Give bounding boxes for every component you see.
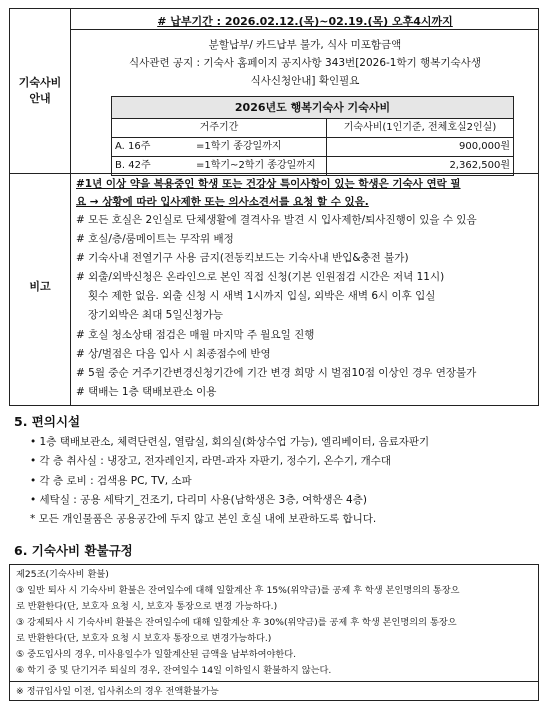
refund-line: 로 반환한다(단, 보호자 요청 시 보호자 통장으로 변경가능하다.) [16,633,272,644]
refund-title: 6. 기숙사비 환불규정 [14,543,133,558]
header-period: 거주기간 [199,122,239,133]
row-name: B. 42주 [115,160,151,171]
refund-footnote: ※ 정규입사일 이전, 입사취소의 경우 전액환불가능 [16,686,219,697]
remark-line-4: # 호실/층/룸메이트는 무작위 배정 [76,233,234,245]
table-divider [70,29,539,30]
remark-line-6: # 외출/외박신청은 온라인으로 본인 직접 신청(기본 인원점검 시간은 저녁 11시) [76,271,445,283]
row-fee: 2,362,500원 [449,160,510,171]
payment-note: 분할납부/ 카드납부 불가, 식사 미포함금액 [208,39,402,51]
dormitory-info-table [9,8,539,406]
meal-notice-line-1: 식사관련 공지 : 기숙사 홈페이지 공지사항 343번[2026-1학기 행복기숙사생 [129,57,481,69]
fee-table-title: 2026년도 행복기숙사 기숙사비 [112,97,513,118]
remark-line-9: # 호실 청소상태 점검은 매월 마지막 주 월요일 진행 [76,329,315,341]
refund-line: ⑥ 학기 중 및 단기거주 퇴실의 경우, 잔여일수 14일 이하일시 환불하지 않는다. [16,665,332,676]
refund-line: ③ 강제퇴사 시 기숙사비 환불은 잔여일수에 대해 일할계산 후 30%(위약금)를 공제 후 학생 본인명의의 통장으 [16,617,457,628]
row-period: =1학기~2학기 종강일까지 [196,160,316,171]
row-period: =1학기 종강일까지 [196,141,282,152]
fee-table [111,96,514,176]
refund-rules-box [9,564,539,701]
remark-line-2: 요 → 상황에 따라 입사제한 또는 의사소견서를 요청 할 수 있음. [76,196,369,208]
label-line: 기숙사비 [18,76,62,89]
remark-line-8: 장기외박은 최대 5일신청가능 [88,309,224,321]
refund-line: ⑤ 중도입사의 경우, 미사용일수가 일할계산된 금액을 납부하여야한다. [16,649,297,660]
facility-item: • 세탁실 : 공용 세탁기_건조기, 다리미 사용(남학생은 3층, 여학생은 4층) [30,494,367,506]
refund-divider [10,681,538,682]
remark-line-5: # 기숙사내 전열기구 사용 금지(전동킥보드는 기숙사내 반입&충전 불가) [76,252,409,264]
refund-line: ③ 일반 퇴사 시 기숙사비 환불은 잔여일수에 대해 일할계산 후 15%(위약금)를 공제 후 학생 본인명의의 통장으 [16,585,460,596]
meal-notice-line-2: 식사신청안내] 확인필요 [250,75,360,87]
table-divider [326,118,327,175]
remarks-label: 비고 [29,280,51,293]
facility-item: • 1층 택배보관소, 체력단련실, 열람실, 회의실(화상수업 가능), 엘리베이터, 음료자판기 [30,436,430,448]
refund-line: 로 반환한다(단, 보호자 요청 시, 보호자 통장으로 변경 가능하다.) [16,601,278,612]
table-row [112,137,513,156]
payment-deadline: # 납부기간 : 2026.02.12.(목)~02.19.(목) 오후4시까지 [157,15,453,28]
label-line: 안내 [29,92,51,105]
refund-line: 제25조(기숙사비 환불) [16,569,109,580]
facility-item: • 각 층 로비 : 검색용 PC, TV, 소파 [30,475,192,487]
facility-item: • 각 층 취사실 : 냉장고, 전자레인지, 라면-과자 자판기, 정수기, 온수기, 개수대 [30,455,392,467]
remark-line-7: 횟수 제한 없음. 외출 신청 시 새벽 1시까지 입실, 외박은 새벽 6시 이후 입실 [88,290,436,302]
row-name: A. 16주 [115,141,151,152]
table-row [112,156,513,175]
remark-line-12: # 택배는 1층 택배보관소 이용 [76,386,217,398]
facility-item: * 모든 개인물품은 공용공간에 두지 않고 본인 호실 내에 보관하도록 합니다. [30,513,377,525]
remark-line-1: #1년 이상 약을 복용중인 학생 또는 건강상 특이사항이 있는 학생은 기숙사 연락 필 [76,178,461,190]
header-fee: 기숙사비(1인기준, 전체호실2인실) [343,122,497,133]
remark-line-10: # 상/벌점은 다음 입사 시 최종점수에 반영 [76,348,271,360]
facilities-title: 5. 편의시설 [14,414,81,429]
remark-line-11: # 5월 중순 거주기간변경신청기간에 기간 변경 희망 시 벌점10점 이상인 경우 연장불가 [76,367,477,379]
fee-section-label [10,75,70,107]
fee-table-header-row [112,118,513,137]
remark-line-3: # 모든 호실은 2인실로 단체생활에 결격사유 발견 시 입사제한/퇴사진행이 있을 수 있음 [76,214,477,226]
row-fee: 900,000원 [458,141,510,152]
